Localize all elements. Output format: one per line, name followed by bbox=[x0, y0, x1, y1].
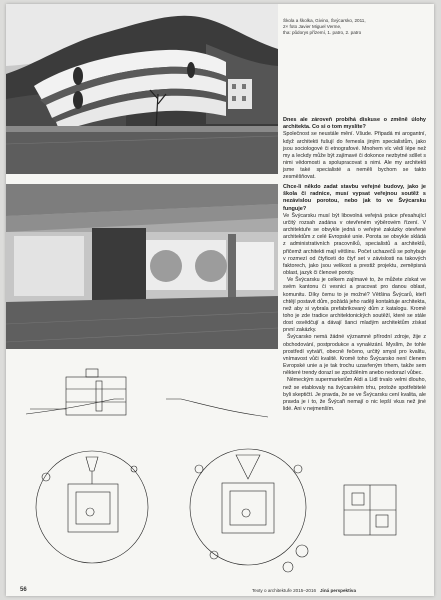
interview-question: Chce-li někdo zadat stavbu veřejné budovy, jako je škola či radnice, musí vypsat veřejnou soutěž s nezávislou porotou, nebo jak to ve Švýcarsku funguje? bbox=[283, 184, 426, 212]
answer-paragraph: Ve Švýcarsku je celkem zajímavé to, že můžete získat ve svém kantonu či vesnici a pracovat pro danou oblast, komunitu. Díky čemu to je možné? Většina Švýcarů, kteří chtějí postavit dům, požádá jeho raději kontaktuje architekta, než aby si vybrala prefabrikovaný dům z katalogu. Kromě toho je zde tradice architektonických soutěží, které se stále dost osvědčují a dávají šanci mladým architektům získat první zakázky. bbox=[283, 277, 426, 334]
answer-paragraph: Německým supermarketům Aldi a Lidl trvalo velmi dlouho, než se etablovaly na švýcarském trhu, protože spotřebitelé byli skeptičtí. Je pravda, že se ve Švýcarsku cení kvalita, ale pravda je i to, že Švýcaři nemají o nic lepší vkus než jiné lidé. Ani v nejmenším. bbox=[283, 377, 426, 413]
answer-paragraph: Společnost se neustále mění. Všude. Připadá mi arogantní, když architekti fušují do řemesla jiným specialistům, jako jsou sociologové či etnografové. Mnohem víc vědí lépe než my a leckdy může být zajímavé či dokonce nezbytné sdílet s nimi vědomosti a spolupracovat s nimi. Ale my architekti jsme také specialisté a neměli bychom se takto zesměšňovat. bbox=[283, 131, 426, 181]
interview-section-1 bbox=[283, 117, 426, 182]
caption-line: 2× foto Javier Miguel Verme, bbox=[283, 24, 342, 29]
publication-title: Texty o architektuře 2015–2016 bbox=[252, 588, 317, 593]
page-number: 56 bbox=[20, 587, 27, 593]
section-and-floor-plans bbox=[6, 359, 434, 584]
photo-caption bbox=[283, 18, 423, 36]
plan-ground-floor bbox=[36, 451, 148, 563]
section-drawing bbox=[26, 369, 268, 417]
school-interior-illustration bbox=[6, 184, 278, 349]
magazine-page bbox=[6, 4, 434, 596]
architectural-drawings bbox=[6, 359, 434, 584]
answer-paragraph: Švýcarsko nemá žádné významné přírodní zdroje, žije z obchodování, postprodukce a vynalézání. Myslím, že tohle prostředí vytváří, obecně řečeno, určitý smysl pro kvalitu, vnímavost vůči kvalitě. Kromě toho Švýcarsko není členem Evropské unie a je tak trochu uzavřeným trhem, takže sem některé trendy dorazí se zpožděním anebo nedorazí vůbec. bbox=[283, 334, 426, 377]
plan-second-floor bbox=[344, 485, 396, 535]
answer-paragraph: Ve Švýcarsku musí být libovolná veřejná práce přesahující určitý rozsah zadána v otevřeném výběrovém řízení. V architektuře se obvykle jedná o veřejné zakázky otevřené architektům z celé Evropské unie. Porota se obvykle skládá z administrativních pracovníků, specialistů a architektů, přičemž architekti mají většinu. Počet uchazečů se pohybuje v rozmezí od čtyřiceti do čtyř set v závislosti na takových faktorech, jako jsou velikost a prestiž projektu, zeměpisná oblast, jazyk či členové poroty. bbox=[283, 212, 426, 277]
caption-line: Škola a školka, Givino, Švýcarsko, 2011, bbox=[283, 18, 366, 23]
interview-question: Dnes ale zároveň probíhá diskuse o změně úlohy architekta. Co si o tom myslíte? bbox=[283, 117, 426, 131]
school-interior-photo bbox=[6, 184, 278, 349]
school-exterior-photo bbox=[6, 4, 278, 174]
caption-line: tha: půdorys přízemí, 1. patro, 2. patro bbox=[283, 30, 362, 35]
section-title: Jiná perspektiva bbox=[320, 588, 357, 593]
plan-first-floor bbox=[190, 449, 308, 572]
page-footer bbox=[6, 586, 434, 596]
school-exterior-illustration bbox=[6, 4, 278, 174]
